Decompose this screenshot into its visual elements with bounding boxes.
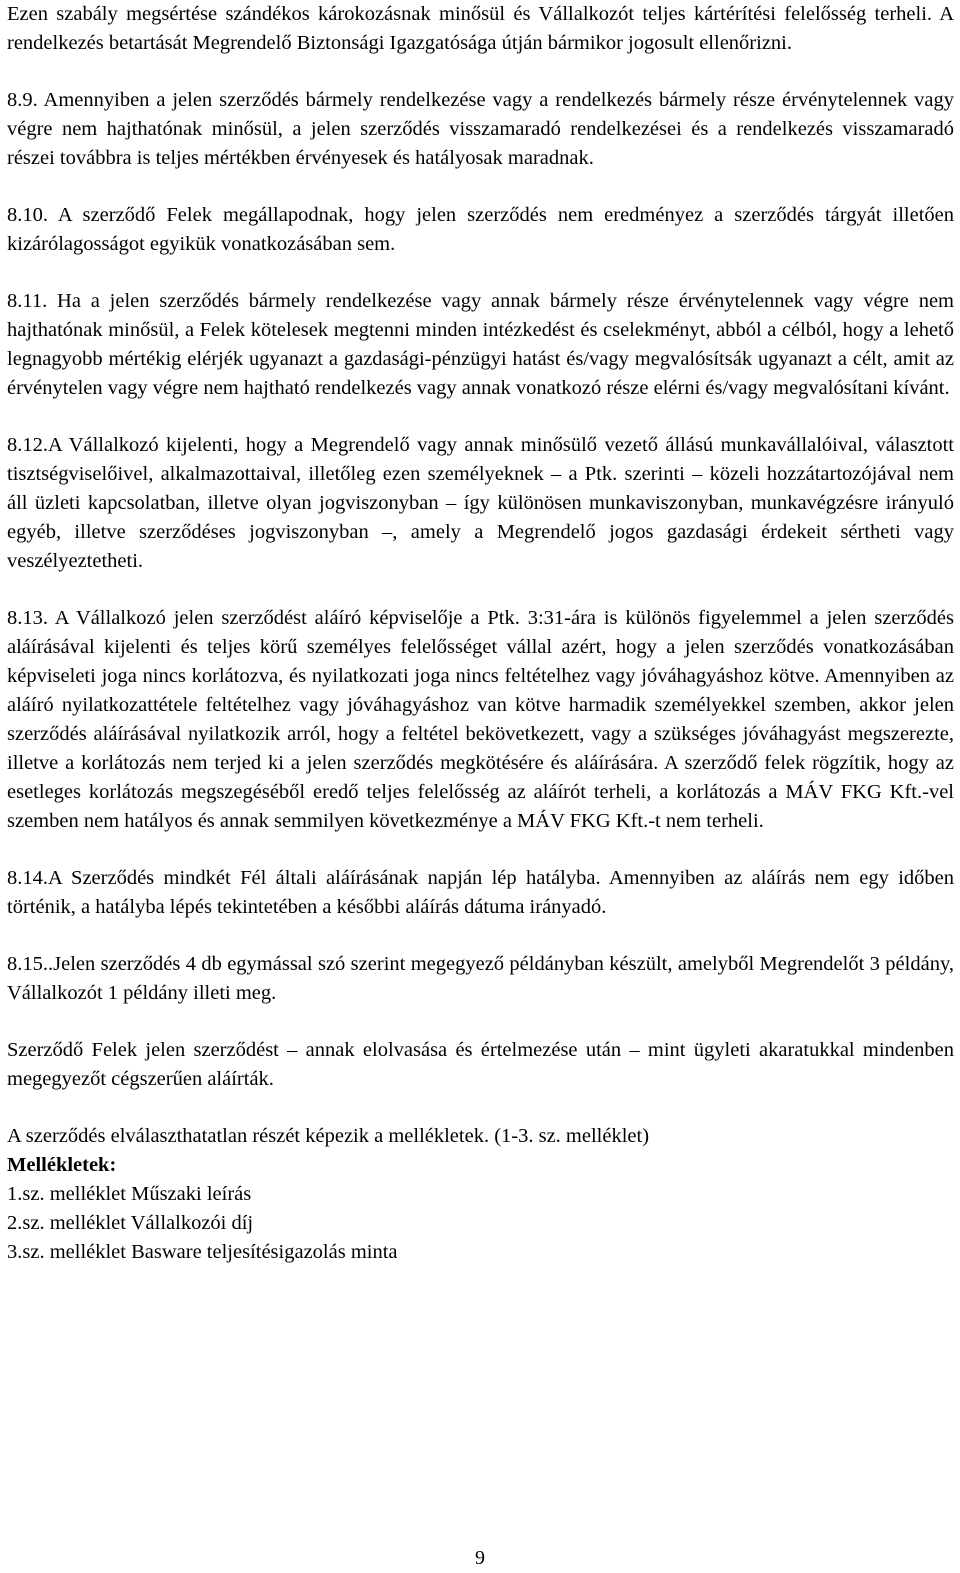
- paragraph-8-12: 8.12.A Vállalkozó kijelenti, hogy a Megrendelő vagy annak minősülő vezető állású munkavállalóival, választott tisztségviselőivel, alkalmazottaival, illetőleg ezen személyeknek – a Ptk. szerinti – közeli hozzátartozójával nem áll üzleti kapcsolatban, illetve olyan jogviszonyban – így különösen munkaviszonyban, munkavégzésre irányuló egyéb, illetve szerződéses jogviszonyban –, amely a Megrendelő jogos gazdasági érdekeit sértheti vagy veszélyeztetheti.: [7, 434, 954, 572]
- paragraph-8-11: 8.11. Ha a jelen szerződés bármely rendelkezése vagy annak bármely része érvénytelennek vagy végre nem hajthatónak minősül, a Felek kötelesek megtenni minden intézkedést és cselekményt, abból a célból, hogy a lehető legnagyobb mértékig elérjék ugyanazt a gazdasági-pénzügyi hatást és/vagy megvalósítsák ugyanazt a célt, amit az érvénytelen vagy végre nem hajtható rendelkezés vagy annak vonatkozó része elérni és/vagy megvalósítani kívánt.: [7, 290, 954, 399]
- paragraph-8-15: 8.15..Jelen szerződés 4 db egymással szó szerint megegyező példányban készült, amelyből Megrendelőt 3 példány, Vállalkozót 1 példány illeti meg.: [7, 953, 954, 1004]
- paragraph-8-13: 8.13. A Vállalkozó jelen szerződést aláíró képviselője a Ptk. 3:31-ára is különös figyelemmel a jelen szerződés aláírásával kijelenti és teljes körű személyes felelősséget vállal azért, hogy a jelen szerződés vonatkozásában képviseleti joga nincs korlátozva, és nyilatkozati joga nincs feltételhez vagy jóváhagyáshoz kötve. Amennyiben az aláíró nyilatkozattétele feltételhez vagy jóváhagyáshoz van kötve harmadik személyekkel szemben, akkor jelen szerződés aláírásával nyilatkozik arról, hogy a feltétel bekövetkezett, vagy a szükséges jóváhagyást megszerezte, illetve a korlátozás nem terjed ki a jelen szerződés megkötésére és aláírására. A szerződő felek rögzítik, hogy az esetleges korlátozás megszegéséből eredő teljes felelősség az aláírót terheli, a korlátozás a MÁV FKG Kft.-vel szemben nem hatályos és annak semmilyen következménye a MÁV FKG Kft.-t nem terheli.: [7, 607, 954, 832]
- attachment-item: 3.sz. melléklet Basware teljesítésigazolás minta: [7, 1241, 398, 1263]
- attachments-title: Mellékletek:: [7, 1154, 117, 1176]
- paragraph-8-9: 8.9. Amennyiben a jelen szerződés bármely rendelkezése vagy a rendelkezés bármely része érvénytelennek vagy végre nem hajthatónak minősül, a jelen szerződés visszamaradó rendelkezései és a rendelkezés visszamaradó részei továbbra is teljes mértékben érvényesek és hatályosak maradnak.: [7, 89, 954, 169]
- attachments-section: [7, 1151, 954, 1267]
- paragraph-attachments-reference: A szerződés elválaszthatatlan részét képezik a mellékletek. (1-3. sz. melléklet): [7, 1125, 650, 1147]
- paragraph-8-14: 8.14.A Szerződés mindkét Fél általi aláírásának napján lép hatályba. Amennyiben az aláírás nem egy időben történik, a hatályba lépés tekintetében a későbbi aláírás dátuma irányadó.: [7, 867, 954, 918]
- document-page: [7, 0, 954, 1267]
- attachments-list: [7, 1180, 954, 1267]
- paragraph-8-10: 8.10. A szerződő Felek megállapodnak, hogy jelen szerződés nem eredményez a szerződés tárgyát illetően kizárólagosságot egyikük vonatkozásában sem.: [7, 204, 954, 255]
- paragraph-signature-statement: Szerződő Felek jelen szerződést – annak elolvasása és értelmezése után – mint ügyleti akaratukkal mindenben megegyezőt cégszerűen aláírták.: [7, 1039, 954, 1090]
- attachment-item: 2.sz. melléklet Vállalkozói díj: [7, 1212, 254, 1234]
- paragraph-intro: Ezen szabály megsértése szándékos károkozásnak minősül és Vállalkozót teljes kártérítési felelősség terheli. A rendelkezés betartását Megrendelő Biztonsági Igazgatósága útján bármikor jogosult ellenőrizni.: [7, 3, 954, 54]
- attachment-item: 1.sz. melléklet Műszaki leírás: [7, 1183, 252, 1205]
- page-number: 9: [475, 1547, 485, 1569]
